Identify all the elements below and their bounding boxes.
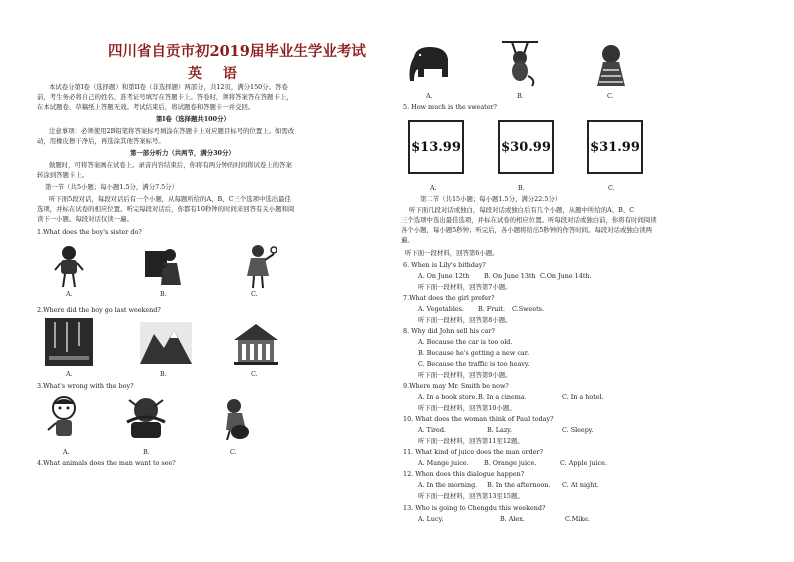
building-option-c-image: [230, 320, 282, 366]
q8-option-b: B. Because he's getting a new car.: [418, 349, 530, 357]
section1-desc-2: 选项，并标在试卷的相应位置。听完每段对话后，你都有10秒钟的时间来回答有关小题和阅: [37, 205, 295, 213]
price-box-c: $31.99: [587, 120, 643, 174]
question-8: 8. Why did John sell his car?: [403, 327, 495, 335]
q10-option-b: B. Lazy.: [487, 426, 512, 434]
option-a-label: A.: [66, 370, 73, 378]
elephant-option-a-image: [408, 43, 452, 87]
question-4: 4.What animals does the man want to see?: [37, 459, 176, 467]
note-line-1: 注意事项：必须使用2B铅笔将答案标号填涂在答题卡上对应题目标号的位置上。如需改: [49, 127, 295, 135]
listen-instruction: 听下面一段材料，回答第10小题。: [418, 404, 516, 412]
q10-option-c: C. Sleepy.: [562, 426, 594, 434]
option-c-label: C.: [251, 290, 258, 298]
headache-option-b-image: [123, 392, 169, 442]
listen-instruction: 听下面一段材料，回答第6小题。: [405, 249, 499, 257]
question-7: 7.What does the girl prefer?: [403, 294, 495, 302]
question-3: 3.What's wrong with the boy?: [37, 382, 134, 390]
intro-line-1: 本试卷分第I卷（选择题）和第II卷（非选择题）两部分，共12页，满分150分。答卷: [49, 83, 288, 91]
q6-option-a: A. On June 12th: [418, 272, 470, 280]
option-b-label: B.: [143, 448, 150, 456]
note-line-2: 动，用橡皮擦干净后，再选涂其他答案标号。: [37, 137, 165, 145]
section1-heading: 第一部分听力（共两节，满分30分）: [130, 149, 235, 157]
option-b-label: B.: [517, 92, 524, 100]
q10-option-a: A. Tired.: [418, 426, 446, 434]
boy-sister-option-a-image: [52, 243, 86, 289]
question-1: 1.What does the boy's sister do?: [37, 228, 142, 236]
listen-instruction: 听下面一段材料，回答第11至12题。: [418, 437, 524, 445]
option-a-label: A.: [430, 184, 437, 192]
part1-heading: 第Ⅰ卷（选择题共100分）: [156, 115, 230, 123]
option-a-label: A.: [66, 290, 73, 298]
stomachache-option-c-image: [218, 396, 254, 442]
section2-desc-4: 遍。: [401, 236, 414, 244]
option-c-label: C.: [251, 370, 258, 378]
section1-desc-1: 听下面5段对话，每段对话后有一个小题，从每题所给的A、B、C三个选项中选出最佳: [49, 195, 291, 203]
q12-option-c: C. At night.: [562, 481, 599, 489]
exam-title: 四川省自贡市初2019届毕业生学业考试: [108, 43, 366, 60]
q13-option-b: B. Alex.: [500, 515, 525, 523]
option-c-label: C.: [230, 448, 237, 456]
option-c-label: C.: [608, 184, 615, 192]
simulate-line-2: 转涂到答题卡上。: [37, 171, 89, 179]
q13-option-c: C.Mike.: [565, 515, 590, 523]
q6-option-c: C.On June 14th.: [540, 272, 592, 280]
question-13: 13. Who is going to Chengdu this weekend?: [403, 504, 546, 512]
question-5: 5. How much is the sweater?: [403, 103, 497, 111]
section2-desc-2: 三个选项中选出最佳选项，并标在试卷的相应位置。听每段对话或独白前，你将有时间阅读: [401, 216, 657, 224]
q11-option-b: B. Orange juice.: [484, 459, 537, 467]
listen-instruction: 听下面一段材料，回答第13至15题。: [418, 492, 524, 500]
intro-line-3: 在本试题卷、草稿纸上答题无效。考试结束后，将试题卷和答题卡一并交回。: [37, 103, 255, 111]
price-box-a: $13.99: [408, 120, 464, 174]
monkey-option-b-image: [500, 38, 540, 88]
intro-line-2: 前，考生务必将自己的姓名、准考证号填写在答题卡上。答卷时，须将答案答在答题卡上，: [37, 93, 293, 101]
q7-option-c: C.Sweets.: [512, 305, 544, 313]
q13-option-a: A. Lucy.: [418, 515, 444, 523]
option-a-label: A.: [426, 92, 433, 100]
option-b-label: B.: [518, 184, 525, 192]
section2-desc-3: 各个小题，每小题5秒钟；听完后，各小题将给出5秒钟的作答时间。每段对话或独白读两: [401, 226, 652, 234]
q8-option-a: A. Because the car is too old.: [418, 338, 513, 346]
question-6: 6. When is Lily's bithday?: [403, 261, 486, 269]
q8-option-c: C. Because the traffic is too heavy.: [418, 360, 530, 368]
q9-option-c: C. In a hotel.: [562, 393, 604, 401]
mountain-option-b-image: [140, 322, 192, 364]
listen-instruction: 听下面一段材料，回答第7小题。: [418, 283, 512, 291]
section2-label: 第二节（共15小题；每小题1.5分，满分22.5分）: [420, 195, 562, 203]
question-9: 9.Where may Mr. Smith be now?: [403, 382, 509, 390]
listen-instruction: 听下面一段材料，回答第8小题。: [418, 316, 512, 324]
q6-option-b: B. On June 13th: [484, 272, 536, 280]
question-12: 12. When does this dialogue happen?: [403, 470, 525, 478]
q9-option-b: B. In a cinema.: [478, 393, 527, 401]
price-box-b: $30.99: [498, 120, 554, 174]
q11-option-a: A. Mange juice.: [418, 459, 469, 467]
question-2: 2.Where did the boy go last weekend?: [37, 306, 161, 314]
q12-option-b: B. In the afternoon.: [487, 481, 551, 489]
section2-desc-1: 听下面几段对话或独白，每段对话或独白后有几个小题，从题中所给的A、B、C: [409, 206, 635, 214]
boy-sister-option-b-image: [143, 245, 183, 289]
q7-option-b: B. Fruit.: [478, 305, 506, 313]
question-10: 10. What does the woman think of Paul today?: [403, 415, 554, 423]
q7-option-a: A. Vegetables.: [418, 305, 464, 313]
option-b-label: B.: [160, 370, 167, 378]
simulate-line-1: 做题时，可将答案画在试卷上。录音内容结束后，你将有两分钟的时间将试卷上的答案: [49, 161, 292, 169]
section1-label: 第一节（共5小题；每小题1.5分，满分7.5分）: [45, 183, 179, 191]
tiger-option-c-image: [593, 42, 629, 88]
q12-option-a: A. In the morning.: [418, 481, 478, 489]
option-b-label: B.: [160, 290, 167, 298]
section1-desc-3: 读下一小题。每段对话仅读一遍。: [37, 215, 133, 223]
option-c-label: C.: [607, 92, 614, 100]
boy-sister-option-c-image: [243, 242, 277, 290]
option-a-label: A.: [63, 448, 70, 456]
subject-title: 英 语: [188, 66, 245, 82]
gym-option-a-image: [45, 318, 93, 366]
listen-instruction: 听下面一段材料，回答第9小题。: [418, 371, 512, 379]
sick-boy-option-a-image: [44, 394, 84, 442]
question-11: 11. What kind of juice does the man order?: [403, 448, 544, 456]
q9-option-a: A. In a book store.: [418, 393, 478, 401]
q11-option-c: C. Apple juice.: [560, 459, 607, 467]
